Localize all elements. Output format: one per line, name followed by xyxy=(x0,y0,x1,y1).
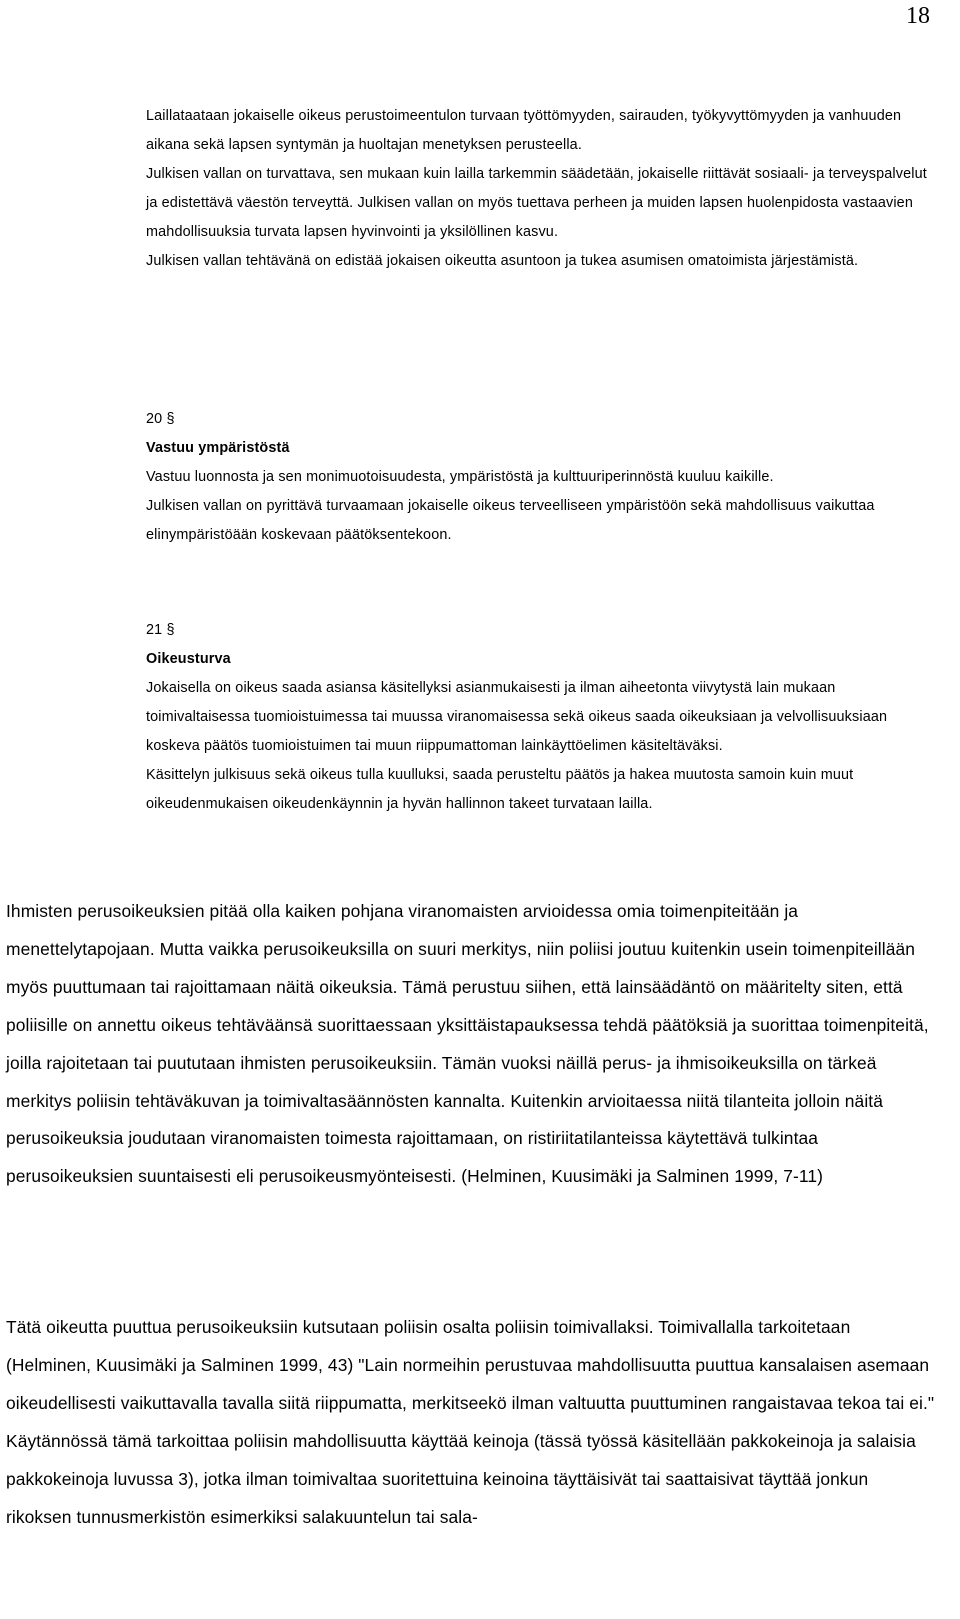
quote-paragraph: Käsittelyn julkisuus sekä oikeus tulla kuulluksi, saada perusteltu päätös ja hakea muutosta samoin kuin muut oikeudenmukaisen oikeudenkäynnin ja hyvän hallinnon takeet turvataan lailla. xyxy=(146,767,854,812)
quote-paragraph: Laillataataan jokaiselle oikeus perustoimeentulon turvaan työttömyyden, sairauden, työkyvyttömyyden ja vanhuuden aikana sekä lapsen syntymän ja huoltajan menetyksen perusteella. xyxy=(146,108,902,153)
law-article-20 xyxy=(146,405,932,550)
quote-paragraph: Julkisen vallan tehtävänä on edistää jokaisen oikeutta asuntoon ja tukea asumisen omatoimista järjestämistä. xyxy=(146,253,859,269)
body-text: Tätä oikeutta puuttua perusoikeuksiin kutsutaan poliisin osalta poliisin toimivallaksi. Toimivallalla tarkoitetaan (Helminen, Kuusimäki ja Salminen 1999, 43) "Lain normeihin perustuvaa mahdollisuutta puuttua kansalaisen asemaan oikeudellisesti vaikuttavalla tavalla siitä riippumatta, merkitseekö ilman valtuutta puuttuminen rangaistavaa tekoa tai ei." Käytännössä tämä tarkoittaa poliisin mahdollisuutta käyttää keinoja (tässä työssä käsitellään pakkokeinoja ja salaisia pakkokeinoja luvussa 3), jotka ilman toimivaltaa suoritettuina keinoina täyttäisivät tai saattaisivat täyttää jonkun rikoksen tunnusmerkistön esimerkiksi salakuuntelun tai sala- xyxy=(6,1317,935,1527)
article-title: Oikeusturva xyxy=(146,651,231,667)
article-number: 20 § xyxy=(146,411,175,427)
law-quote-intro xyxy=(146,102,932,276)
quote-paragraph: Vastuu luonnosta ja sen monimuotoisuudesta, ympäristöstä ja kulttuuriperinnöstä kuuluu kaikille. xyxy=(146,469,774,485)
page-number: 18 xyxy=(906,3,930,29)
law-article-21 xyxy=(146,616,932,819)
body-paragraph-1 xyxy=(6,893,936,1196)
quote-paragraph: Jokaisella on oikeus saada asiansa käsitellyksi asianmukaisesti ja ilman aiheetonta viivytystä lain mukaan toimivaltaisessa tuomioistuimessa tai muussa viranomaisessa sekä oikeus saada oikeuksiaan ja velvollisuuksiaan koskeva päätös tuomioistuimen tai muun riippumattoman lainkäyttöelimen käsiteltäväksi. xyxy=(146,680,888,754)
quote-paragraph: Julkisen vallan on pyrittävä turvaamaan jokaiselle oikeus terveelliseen ympäristöön sekä mahdollisuus vaikuttaa elinympäristöään koskevaan päätöksentekoon. xyxy=(146,498,875,543)
body-text: Ihmisten perusoikeuksien pitää olla kaiken pohjana viranomaisten arvioidessa omia toimenpiteitään ja menettelytapojaan. Mutta vaikka perusoikeuksilla on suuri merkitys, niin poliisi joutuu kuitenkin usein toimenpiteillään myös puuttumaan tai rajoittamaan näitä oikeuksia. Tämä perustuu siihen, että lainsäädäntö on määritelty siten, että poliisille on annettu oikeus tehtäväänsä suorittaessaan yksittäistapauksessa tehdä päätöksiä ja suorittaa toimenpiteitä, joilla rajoitetaan tai puututaan ihmisten perusoikeuksiin. Tämän vuoksi näillä perus- ja ihmisoikeuksilla on tärkeä merkitys poliisin tehtäväkuvan ja toimivaltasäännösten kannalta. Kuitenkin arvioitaessa niitä tilanteita jolloin näitä perusoikeuksia joudutaan viranomaisten toimesta rajoittamaan, on ristiriitatilanteissa käytettävä tulkintaa perusoikeuksien suuntaisesti eli perusoikeusmyönteisesti. (Helminen, Kuusimäki ja Salminen 1999, 7-11) xyxy=(6,901,929,1187)
body-paragraph-2 xyxy=(6,1309,936,1536)
article-number: 21 § xyxy=(146,622,175,638)
article-title: Vastuu ympäristöstä xyxy=(146,440,290,456)
quote-paragraph: Julkisen vallan on turvattava, sen mukaan kuin lailla tarkemmin säädetään, jokaiselle riittävät sosiaali- ja terveyspalvelut ja edistettävä väestön terveyttä. Julkisen vallan on myös tuettava perheen ja muiden lapsen huolenpidosta vastaavien mahdollisuuksia turvata lapsen hyvinvointi ja yksilöllinen kasvu. xyxy=(146,166,927,240)
